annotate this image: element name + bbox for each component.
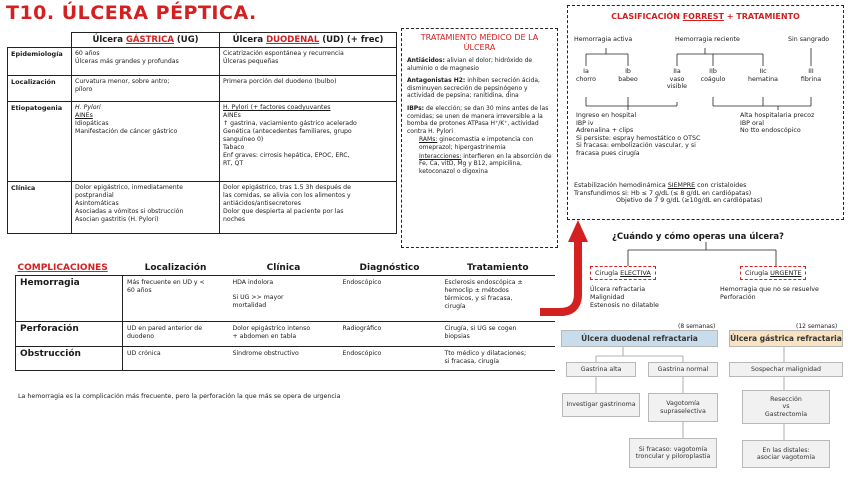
forrest-class: Ia chorro [575, 68, 597, 83]
footnote: La hemorragia es la complicación más frecuente, pero la perforación la que más se opera de urgencia [18, 393, 341, 400]
gastrin-normal-box: Gastrina normal [648, 362, 718, 377]
gastric-header: Úlcera GÁSTRICA (UG) [72, 33, 220, 48]
forrest-title: CLASIFICACIÓN FORREST + TRATAMIENTO [611, 12, 800, 21]
low-risk-treatment: Alta hospitalaria precoz IBP oral No tto endoscópico [740, 112, 815, 134]
failure-vagotomy-box: Si fracaso: vagotomía troncular y piloroplastia [629, 438, 717, 468]
surgery-question: ¿Cuándo y cómo operas una úlcera? [612, 232, 784, 242]
forrest-class: IIa vaso visible [666, 68, 688, 90]
duodenal-cell: Dolor epigástrico, tras 1.5 3h después de las comidas, se alivia con los alimentos y antiácidos/antisecretores Dolor que despierta al paciente por las noches [220, 182, 397, 234]
gastric-weeks: (12 semanas) [796, 323, 838, 330]
complication-label: Obstrucción [16, 347, 123, 371]
page-title: T10. ÚLCERA PÉPTICA. [6, 2, 257, 24]
gastric-refractory-box: Úlcera gástrica refractaria [729, 330, 843, 347]
urgent-surgery-label: Cirugía URGENTE [740, 266, 806, 280]
complication-label: Perforación [16, 322, 123, 347]
hemorrhage-recent-label: Hemorragia reciente [675, 36, 740, 43]
duodenal-header: Úlcera DUODENAL (UD) (+ frec) [220, 33, 397, 48]
ulcer-comparison-table [7, 32, 397, 234]
surgery-tree-lines [560, 242, 848, 268]
distal-vagotomy-box: En las distales: asociar vagotomía [742, 440, 830, 468]
duodenal-weeks: (8 semanas) [678, 323, 716, 330]
suspect-malignancy-box: Sospechar malignidad [729, 362, 843, 377]
elective-surgery-label: Cirugía ELECTIVA [590, 266, 656, 280]
gastric-cell: H. Pylori AINEs Idiopáticas Manifestación de cáncer gástrico [72, 102, 220, 182]
high-risk-treatment: Ingreso en hospital IBP iv Adrenalina + clips Si persiste: espray hemostático o OTSC Si fracasa: embolización vascular, y si fracasa pues cirugía [576, 112, 701, 157]
duodenal-cell: H. Pylori (+ factores coadyuvantes AINEs ↑ gastrina, vaciamiento gástrico acelerado Genética (antecedentes familiares, grupo sanguíneo 0) Tabaco Enf graves: cirrosis hepática, EPOC, ERC, RT, QT [220, 102, 397, 182]
forrest-class: IIb coágulo [700, 68, 726, 83]
complications-header: COMPLICACIONES [16, 261, 123, 276]
forrest-class: Ib babeo [618, 68, 638, 83]
row-label: Localización [8, 76, 72, 102]
urgent-indications: Hemorragia que no se resuelve Perforación [720, 286, 819, 301]
vagotomy-box: Vagotomía supraselectiva [648, 393, 718, 422]
row-label: Clínica [8, 182, 72, 234]
forrest-class: IIc hematina [748, 68, 778, 83]
no-bleeding-label: Sin sangrado [788, 36, 830, 43]
duodenal-cell: Cicatrización espontánea y recurrencia Úlceras pequeñas [220, 48, 397, 76]
forrest-class: III fibrina [800, 68, 822, 83]
hemorrhage-active-label: Hemorragia activa [574, 36, 633, 43]
complication-label: Hemorragia [16, 276, 123, 322]
gastric-cell: 60 años Úlceras más grandes y profundas [72, 48, 220, 76]
resection-box: Resección vs Gastrectomía [742, 390, 830, 424]
row-label: Epidemiología [8, 48, 72, 76]
row-label: Etiopatogenia [8, 102, 72, 182]
investigate-gastrinoma-box: Investigar gastrinoma [562, 393, 640, 417]
hemodynamic-note: Estabilización hemodinámica SIEMPRE con cristaloides Transfundimos si: Hb ≤ 7 g/dL (≤ 8 g/dL en cardiópatas) Objetivo de 7 9 g/dL (≥10g/dL en cardiópatas) [574, 182, 763, 204]
gastric-cell: Curvatura menor, sobre antro; píloro [72, 76, 220, 102]
medical-treatment-box: TRATAMIENTO MÉDICO DE LA ÚLCERA Antiácidos: alivian el dolor; hidróxido de aluminio o de magnesio Antagonistas H2: inhiben secreción ácida, disminuyen secreción de pepsinógeno y actividad de pepsina; ranitidina, dina IBPs: de elección; se dan 30 mins antes de las comidas; se unen de manera irreversible a la bomba de protones ATPasa H⁺/K⁺, actividad contra H. Pylori RAMs: ginecomastia e impotencia con omeprazol; hipergastrinemia Interacciones: interfieren en la absorción de Fe, Ca, vitD, Mg y B12, ampicilina, ketoconazol o digoxina [401, 28, 558, 248]
duodenal-refractory-box: Úlcera duodenal refractaria [561, 330, 718, 347]
gastrin-high-box: Gastrina alta [566, 362, 636, 377]
treatment-title: TRATAMIENTO MÉDICO DE LA ÚLCERA [420, 33, 539, 52]
complications-table: COMPLICACIONES Localización Clínica Diagnóstico Tratamiento Hemorragia Más frecuente en UD y < 60 años HDA indolora Si UG >> mayor mortalidad Endoscópico Esclerosis endoscópica ± hemoclip ± métodos térmicos, y si fracasa, cirugía Perforación UD en pared anterior de duodeno Dolor epigástrico intenso + abdomen en tabla Radiográfico Cirugía, si UG se cogen biopsias Obstrucción UD crónica Síndrome obstructivo Endoscópico Tto médico y dilataciones; si fracasa, cirugía [15, 261, 555, 371]
gastric-cell: Dolor epigástrico, inmediatamente postprandial Asintomáticas Asociadas a vómitos si obstrucción Asocian gastritis (H. Pylori) [72, 182, 220, 234]
forrest-classification-box [567, 5, 844, 220]
duodenal-cell: Primera porción del duodeno (bulbo) [220, 76, 397, 102]
elective-indications: Úlcera refractaria Malignidad Estenosis no dilatable [590, 286, 659, 309]
